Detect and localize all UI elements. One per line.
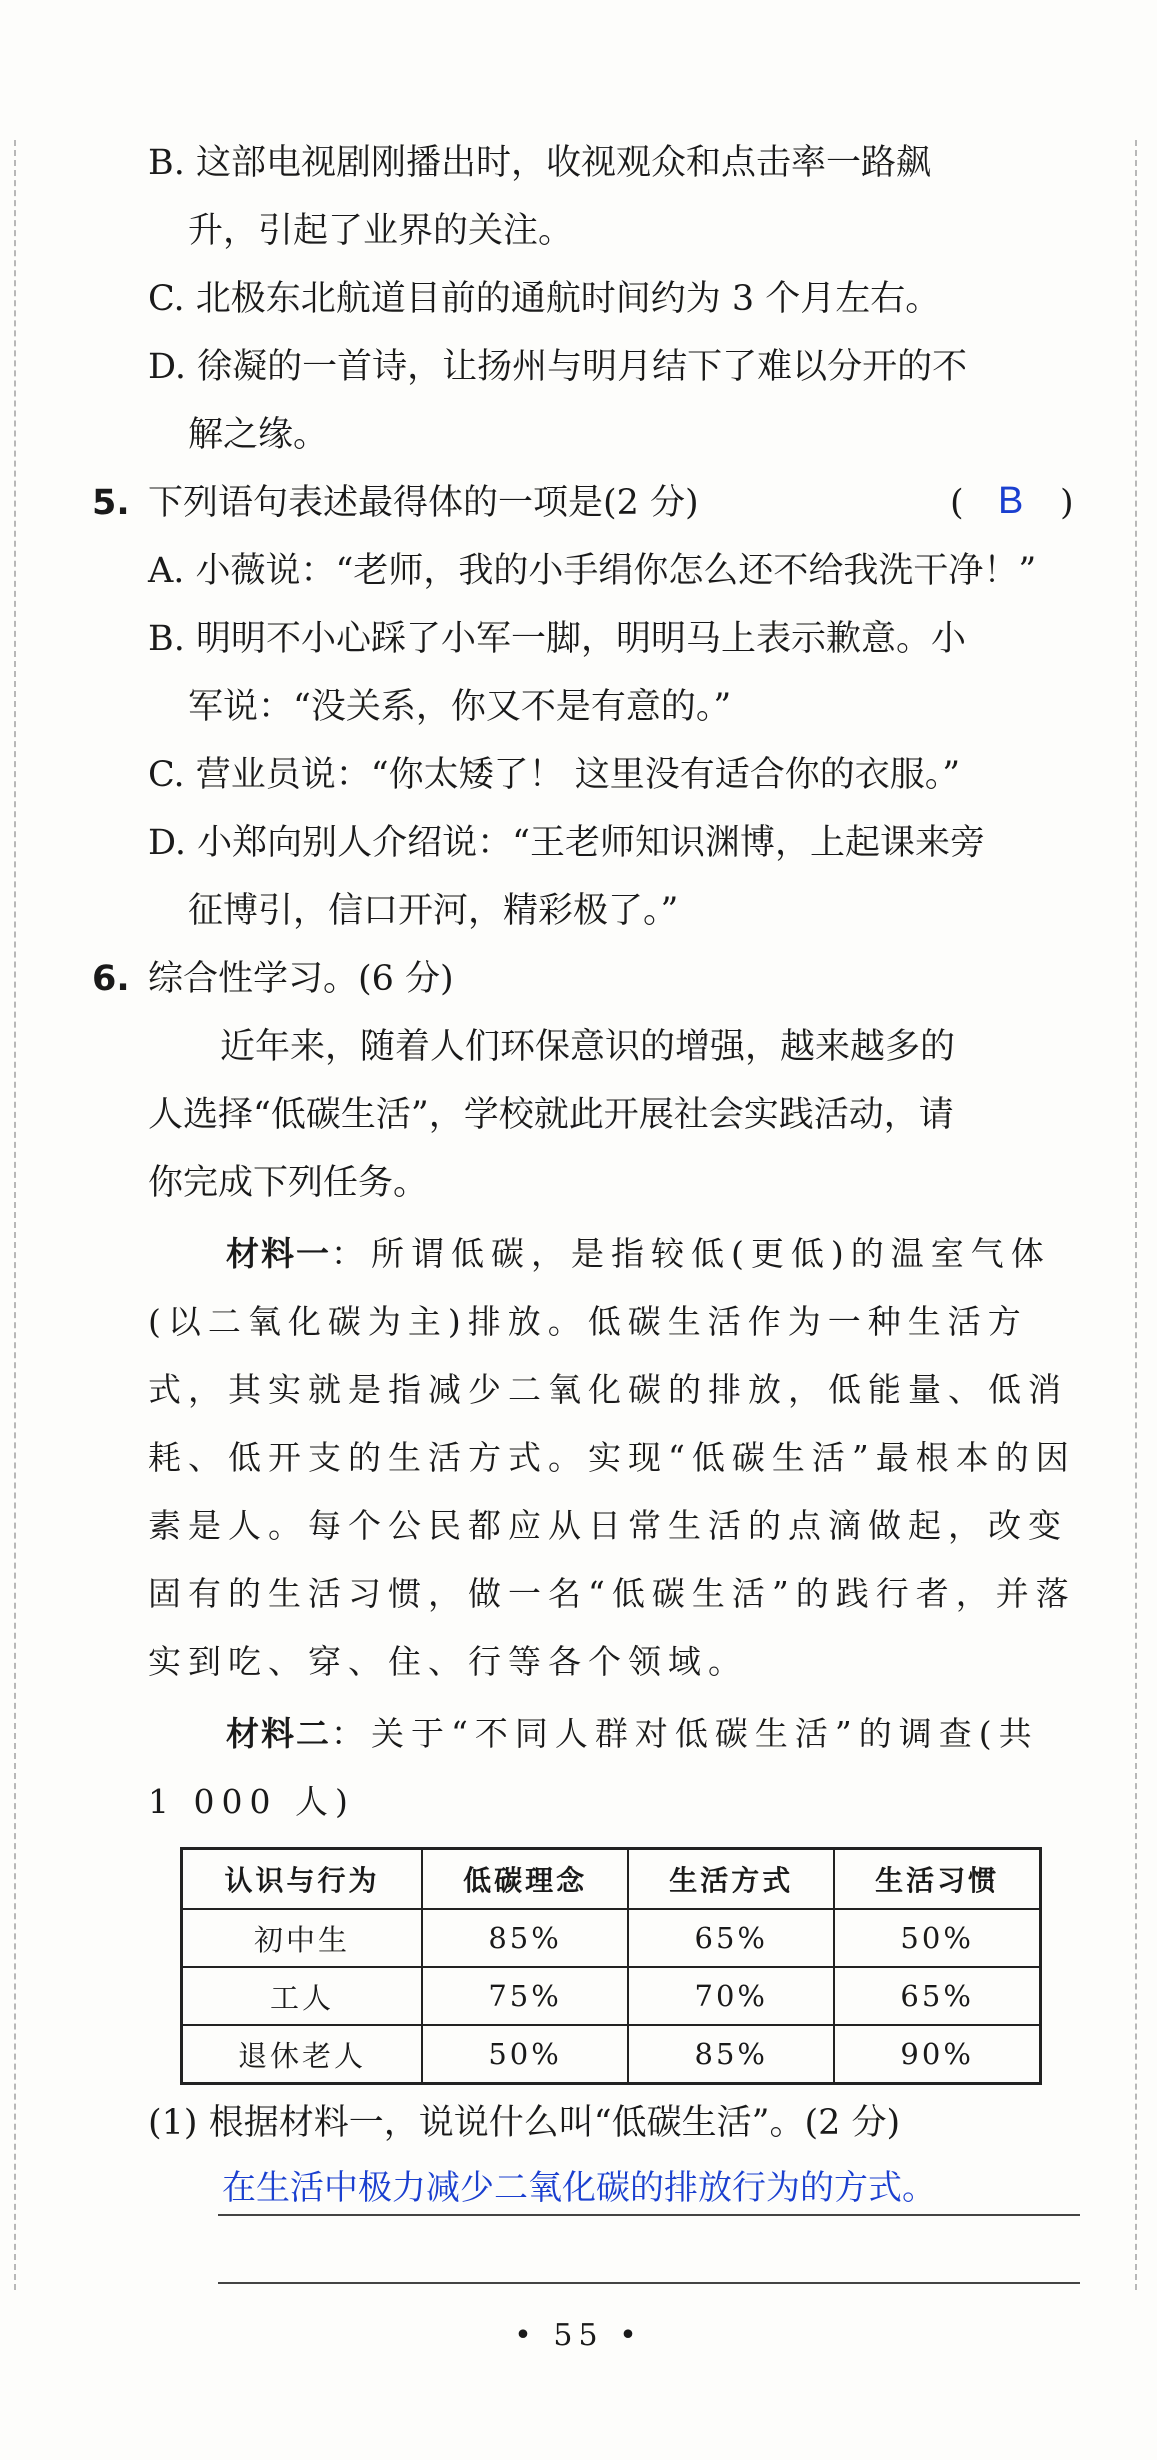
survey-table bbox=[180, 1847, 1042, 2085]
q4-option-c: C. 北极东北航道目前的通航时间约为 3 个月左右。 bbox=[148, 279, 941, 319]
table-cell: 85% bbox=[422, 1909, 628, 1967]
table-cell: 70% bbox=[628, 1967, 834, 2025]
table-cell: 90% bbox=[834, 2025, 1040, 2084]
answer-line-1 bbox=[218, 2214, 1080, 2216]
q5-option-b-line1: B. 明明不小心踩了小军一脚，明明马上表示歉意。小 bbox=[148, 619, 966, 659]
table-cell: 工人 bbox=[182, 1967, 423, 2025]
material1-line7: 实到吃、穿、住、行等各个领域。 bbox=[148, 1642, 748, 1681]
table-cell: 65% bbox=[834, 1967, 1040, 2025]
answer-line-2 bbox=[218, 2282, 1080, 2284]
q5-answer-paren-close: ) bbox=[1060, 483, 1074, 523]
q5-option-b-line2: 军说：“没关系，你又不是有意的。” bbox=[188, 687, 732, 727]
table-cell: 65% bbox=[628, 1909, 834, 1967]
q6-number: 6. bbox=[92, 959, 130, 999]
q4-option-d-line1: D. 徐凝的一首诗，让扬州与明月结下了难以分开的不 bbox=[148, 347, 968, 387]
q5-answer-letter: B bbox=[998, 480, 1024, 522]
material2-text1: ：关于“不同人群对低碳生活”的调查(共 bbox=[331, 1714, 1039, 1753]
q4-option-d-line2: 解之缘。 bbox=[188, 415, 329, 455]
q5-stem: 下列语句表述最得体的一项是(2 分) bbox=[148, 483, 699, 523]
table-cell: 初中生 bbox=[182, 1909, 423, 1967]
q5-option-d-line2: 征博引，信口开河，精彩极了。” bbox=[188, 891, 679, 931]
table-header-cell: 认识与行为 bbox=[182, 1849, 423, 1910]
table-header-row bbox=[182, 1849, 1041, 1910]
q6-intro-line3: 你完成下列任务。 bbox=[148, 1163, 429, 1203]
table-cell: 50% bbox=[834, 1909, 1040, 1967]
material2-label: 材料二 bbox=[226, 1714, 331, 1753]
q4-option-b-line1: B. 这部电视剧刚播出时，收视观众和点击率一路飙 bbox=[148, 143, 931, 183]
material2-line2: 1 000 人) bbox=[148, 1782, 355, 1821]
q6-intro-line1: 近年来，随着人们环保意识的增强，越来越多的 bbox=[220, 1027, 956, 1067]
material1-text1: ：所谓低碳，是指较低(更低)的温室气体 bbox=[331, 1234, 1051, 1273]
table-header-cell: 低碳理念 bbox=[422, 1849, 628, 1910]
left-margin-dashed-line bbox=[14, 140, 16, 2290]
q5-number: 5. bbox=[92, 483, 130, 523]
material1-line5: 素是人。每个公民都应从日常生活的点滴做起，改变 bbox=[148, 1506, 1068, 1545]
material1-line3: 式，其实就是指减少二氧化碳的排放，低能量、低消 bbox=[148, 1370, 1068, 1409]
table-row bbox=[182, 2025, 1041, 2084]
q6-sub1-answer: 在生活中极力减少二氧化碳的排放行为的方式。 bbox=[222, 2168, 936, 2208]
material1-line6: 固有的生活习惯，做一名“低碳生活”的践行者，并落 bbox=[148, 1574, 1076, 1613]
q5-answer-paren-open: ( bbox=[950, 483, 964, 523]
table-header-cell: 生活方式 bbox=[628, 1849, 834, 1910]
q5-option-a: A. 小薇说：“老师，我的小手绢你怎么还不给我洗干净！” bbox=[148, 551, 1037, 591]
page-number: • 55 • bbox=[514, 2318, 643, 2353]
right-margin-dashed-line bbox=[1135, 140, 1137, 2290]
table-header-cell: 生活习惯 bbox=[834, 1849, 1040, 1910]
table-cell: 50% bbox=[422, 2025, 628, 2084]
table-cell: 75% bbox=[422, 1967, 628, 2025]
q6-sub1-question: (1) 根据材料一，说说什么叫“低碳生活”。(2 分) bbox=[148, 2103, 901, 2143]
material1-line2: (以二氧化碳为主)排放。低碳生活作为一种生活方 bbox=[148, 1302, 1028, 1341]
material2-line1 bbox=[226, 1712, 1039, 1756]
table-row bbox=[182, 1967, 1041, 2025]
table-cell: 85% bbox=[628, 2025, 834, 2084]
q4-option-b-line2: 升，引起了业界的关注。 bbox=[188, 211, 574, 251]
q6-stem: 综合性学习。(6 分) bbox=[148, 959, 454, 999]
material1-line4: 耗、低开支的生活方式。实现“低碳生活”最根本的因 bbox=[148, 1438, 1076, 1477]
q5-option-d-line1: D. 小郑向别人介绍说：“王老师知识渊博，上起课来旁 bbox=[148, 823, 985, 863]
q5-option-c: C. 营业员说：“你太矮了！ 这里没有适合你的衣服。” bbox=[148, 755, 961, 795]
table-row bbox=[182, 1909, 1041, 1967]
material1-line1 bbox=[226, 1232, 1051, 1276]
q6-intro-line2: 人选择“低碳生活”，学校就此开展社会实践活动，请 bbox=[148, 1095, 954, 1135]
table-cell: 退休老人 bbox=[182, 2025, 423, 2084]
material1-label: 材料一 bbox=[226, 1234, 331, 1273]
